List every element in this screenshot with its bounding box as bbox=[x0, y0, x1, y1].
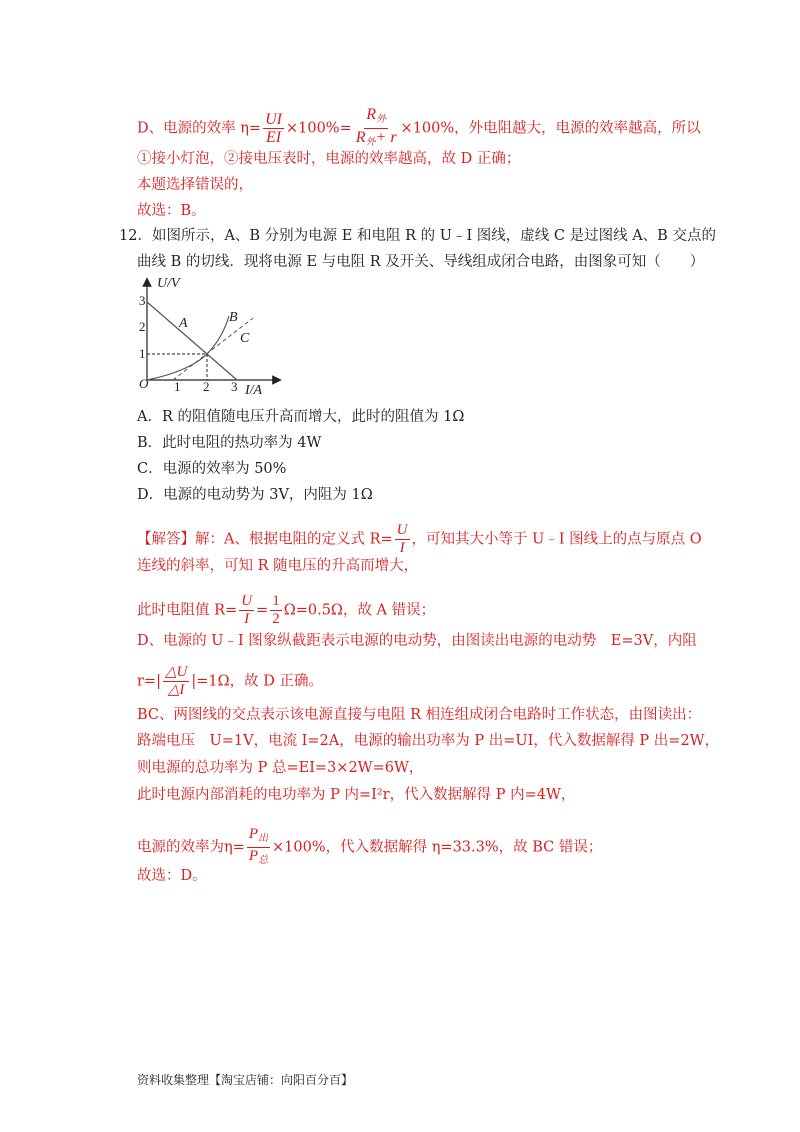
answer-line3: 此时电阻值 R= $\frac{U}{I}$ = $\frac{1}{2}$ Ω=0.5Ω，故 A 错误； bbox=[137, 593, 436, 627]
answer-line2: 连线的斜率，可知 R 随电压的升高而增大， bbox=[137, 558, 419, 574]
prev-solution-line3: 本题选择错误的， bbox=[137, 177, 253, 193]
option-d: D．电源的电动势为 3V，内阻为 1Ω bbox=[137, 487, 373, 503]
label-c: C bbox=[240, 331, 250, 346]
prev-solution-line4: 故选：B。 bbox=[137, 203, 206, 219]
label-b: B bbox=[229, 310, 238, 325]
y-tick-2: 2 bbox=[139, 319, 146, 334]
label-a: A bbox=[179, 316, 188, 331]
resistance-value-fraction: $\frac{U}{I}$ bbox=[241, 593, 253, 627]
y-tick-3: 3 bbox=[139, 293, 146, 308]
answer-line8: 则电源的总功率为 P 总=EI=3×2W=6W， bbox=[137, 760, 424, 776]
one-half-fraction: $\frac{1}{2}$ bbox=[272, 593, 280, 627]
option-b: B．此时电阻的热功率为 4W bbox=[137, 435, 322, 451]
answer-line1: 【解答】解：A、根据电阻的定义式 R= $\frac{U}{I}$ ，可知其大小等于 U﹣I 图线上的点与原点 O bbox=[137, 522, 702, 556]
curve-b bbox=[147, 316, 229, 380]
efficiency-fraction-p: $\frac{P_出}{P_总}$ bbox=[248, 826, 269, 866]
answer-tag: 【解答】 bbox=[137, 531, 195, 548]
y-axis-label: U/V bbox=[157, 276, 180, 291]
answer-line5: r=| $\frac{\triangle U}{\triangle I}$ |=1Ω，故 D 正确。 bbox=[137, 664, 323, 698]
resistance-fraction: $\frac{U}{I}$ bbox=[396, 522, 408, 556]
option-c: C．电源的效率为 50% bbox=[137, 461, 287, 477]
answer-line7: 路端电压 U=1V，电流 I=2A，电源的输出功率为 P 出=UI，代入数据解得 P 出=2W， bbox=[137, 733, 720, 749]
efficiency-fraction-ui-ei: $\frac{UI}{EI}$ bbox=[265, 111, 282, 146]
answer-line9: 此时电源内部消耗的电功率为 P 内=I²r，代入数据解得 P 内=4W， bbox=[137, 787, 576, 803]
internal-resistance-fraction: $\frac{\triangle U}{\triangle I}$ bbox=[164, 664, 188, 698]
x-tick-3: 3 bbox=[231, 379, 238, 394]
question-stem-line1: 12．如图所示，A、B 分别为电源 E 和电阻 R 的 U﹣I 图线，虚线 C 是过图线 A、B 交点的 bbox=[119, 228, 716, 244]
answer-line11: 故选：D。 bbox=[137, 868, 207, 884]
option-a: A．R 的阻值随电压升高而增大，此时的阻值为 1Ω bbox=[137, 409, 465, 425]
y-tick-1: 1 bbox=[139, 346, 146, 361]
origin-label: O bbox=[139, 376, 149, 391]
answer-line6: BC、两图线的交点表示该电源直接与电阻 R 相连组成闭合电路时工作状态，由图读出： bbox=[137, 707, 702, 723]
efficiency-fraction-r: $\frac{R_外}{R_外+ r}$ bbox=[355, 106, 397, 148]
page-footer: 资料收集整理【淘宝店铺：向阳百分百】 bbox=[137, 1073, 354, 1087]
x-axis-label: I/A bbox=[245, 383, 263, 397]
x-tick-2: 2 bbox=[203, 379, 210, 394]
answer-line10: 电源的效率为η= $\frac{P_出}{P_总}$ ×100%，代入数据解得 η=33.3%，故 BC 错误； bbox=[137, 826, 602, 869]
prev-solution-line2: ①接小灯泡，②接电压表时，电源的效率越高，故 D 正确； bbox=[137, 151, 521, 167]
question-stem-line2: 曲线 B 的切线．现将电源 E 与电阻 R 及开关、导线组成闭合电路，由图象可知（ ） bbox=[137, 254, 705, 270]
answer-line4: D、电源的 U﹣I 图象纵截距表示电源的电动势，由图读出电源的电动势 E=3V，内阻 bbox=[137, 633, 697, 649]
u-i-graph bbox=[137, 272, 287, 397]
x-tick-1: 1 bbox=[174, 379, 181, 394]
prev-solution-d-line: D、电源的效率 η= $\frac{UI}{EI}$ ×100%= $\frac{R_外}{R_外+ r}$ ×100%，外电阻越大，电源的效率越高，所以 bbox=[137, 106, 701, 151]
